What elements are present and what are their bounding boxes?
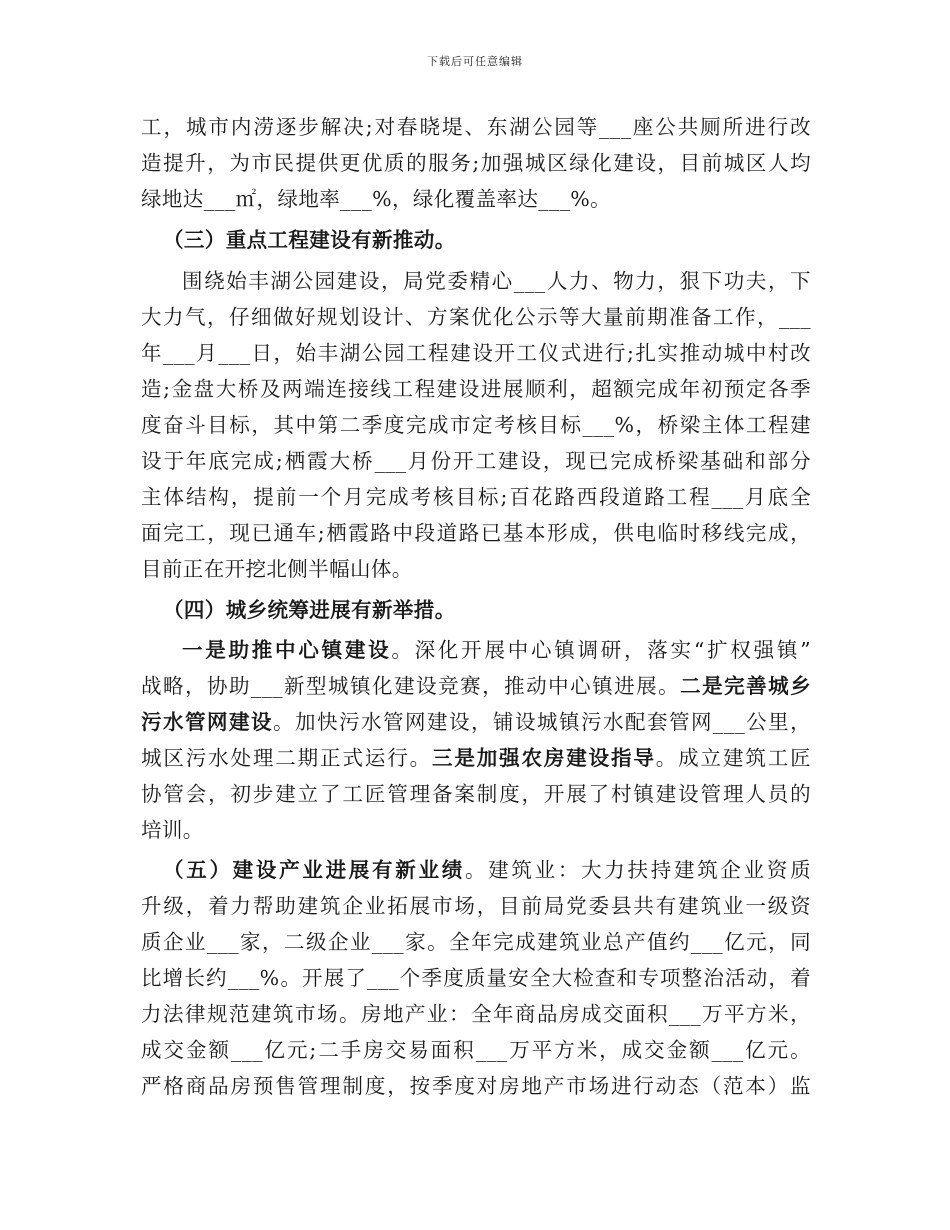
text-span: 。成立建筑工匠 xyxy=(655,746,811,770)
text-line: 工，城市内涝逐步解决;对春晓堤、东湖公园等___座公共厕所进行改 xyxy=(141,115,811,139)
text-span: 。建筑业：大力扶持建筑企业资质 xyxy=(464,858,811,882)
bold-phrase: 二是完善城乡 xyxy=(680,674,811,698)
text-line: 面完工，现已通车;栖霞路中段道路已基本形成，供电临时移线完成， xyxy=(141,521,811,545)
text-line: 年___月___日，始丰湖公园工程建设开工仪式进行;扎实推动城中村改 xyxy=(141,341,811,365)
page-header: 下载后可任意编辑 xyxy=(427,55,523,68)
text-line: 目前正在开挖北侧半幅山体。 xyxy=(141,557,413,581)
text-line: 度奋斗目标，其中第二季度完成市定考核目标___%，桥梁主体工程建 xyxy=(141,413,811,437)
bold-phrase: 污水管网建设 xyxy=(141,710,274,734)
text-line: 升级，着力帮助建筑企业拓展市场，目前局党委县共有建筑业一级资 xyxy=(141,894,811,918)
text-span: 战略，协助___新型城镇化建设竞赛，推动中心镇进展。 xyxy=(141,674,681,698)
text-line: 严格商品房预售管理制度，按季度对房地产市场进行动态（范本）监 xyxy=(141,1074,811,1098)
text-line: 比增长约___%。开展了___个季度质量安全大检查和专项整治活动，着 xyxy=(141,966,811,990)
text-line: 绿地达___㎡，绿地率___%，绿化覆盖率达___%。 xyxy=(141,187,612,211)
text-line xyxy=(163,852,811,888)
text-line: 造提升，为市民提供更优质的服务;加强城区绿化建设，目前城区人均 xyxy=(141,151,811,175)
text-line: 围绕始丰湖公园建设，局党委精心___人力、物力，狠下功夫，下 xyxy=(182,269,811,293)
text-line xyxy=(182,632,811,668)
text-line: 力法律规范建筑市场。房地产业：全年商品房成交面积___万平方米， xyxy=(141,1002,811,1026)
text-line: 质企业___家，二级企业___家。全年完成建筑业总产值约___亿元，同 xyxy=(141,930,811,954)
text-span: 。深化开展中心镇调研，落实“扩权强镇” xyxy=(391,638,812,662)
text-line xyxy=(141,740,811,776)
bold-phrase: 三是加强农房建设指导 xyxy=(431,746,656,770)
text-span: 。加快污水管网建设，铺设城镇污水配套管网___公里， xyxy=(273,710,811,734)
text-line: 成交金额___亿元;二手房交易面积___万平方米，成交金额___亿元。 xyxy=(141,1038,811,1062)
section-heading-4: （四）城乡统筹进展有新举措。 xyxy=(163,598,456,622)
text-line: 大力气，仔细做好规划设计、方案优化公示等大量前期准备工作，___ xyxy=(141,305,811,329)
section-heading-5: （五）建设产业进展有新业绩 xyxy=(163,858,465,882)
text-line: 协管会，初步建立了工匠管理备案制度，开展了村镇建设管理人员的 xyxy=(141,782,811,806)
text-line xyxy=(141,704,811,740)
section-heading-3: （三）重点工程建设有新推动。 xyxy=(163,228,456,252)
text-line: 造;金盘大桥及两端连接线工程建设进展顺利，超额完成年初预定各季 xyxy=(141,377,811,401)
bold-phrase: 一是助推中心镇建设 xyxy=(182,638,392,662)
text-span: 城区污水处理二期正式运行。 xyxy=(141,746,432,770)
text-line: 设于年底完成;栖霞大桥___月份开工建设，现已完成桥梁基础和部分 xyxy=(141,449,811,473)
text-line xyxy=(141,668,811,704)
text-line: 培训。 xyxy=(141,818,204,842)
text-line: 主体结构，提前一个月完成考核目标;百花路西段道路工程___月底全 xyxy=(141,485,811,509)
